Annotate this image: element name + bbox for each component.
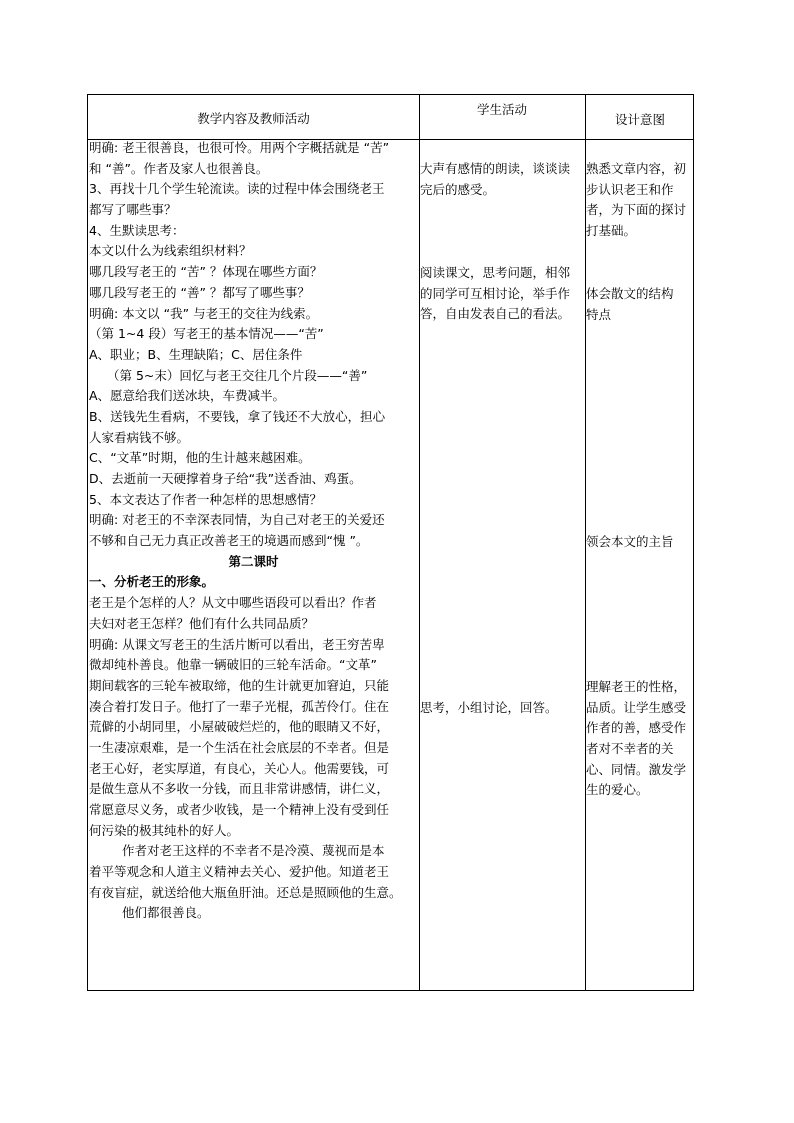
header-design-intent: 设计意图 (614, 112, 665, 127)
lesson-plan-table (87, 94, 694, 991)
student-line: 思考，小组讨论，回答。 (420, 700, 558, 715)
design-intent-block (586, 677, 694, 801)
content-line: 明确: 从课文写老王的生活片断可以看出，老王穷苦卑 (89, 636, 385, 652)
content-line: 不够和自己无力真正改善老王的境遇而感到“愧 ”。 (89, 533, 369, 549)
content-line: 都写了哪些事？ (89, 202, 177, 218)
teacher-content-column (89, 138, 418, 924)
intent-line: 领会本文的主旨 (586, 534, 674, 549)
student-line: 的同学可互相讨论，举手作 (420, 285, 571, 301)
content-line: A、职业；B、生理缺陷；C、居住条件 (89, 346, 303, 362)
intent-line: 特点 (586, 306, 612, 322)
content-line: 他们都很善良。 (122, 905, 210, 921)
content-line: 和 “善”。作者及家人也很善良。 (89, 160, 269, 176)
intent-line: 生的爱心。 (586, 782, 649, 798)
intent-line: 熟悉文章内容，初 (586, 161, 687, 176)
content-line: 老王是个怎样的人？从文中哪些语段可以看出？作者 (89, 595, 377, 611)
student-activity-block (420, 263, 584, 325)
column-divider-1 (419, 95, 420, 990)
content-line: 何污染的极其纯朴的好人。 (89, 822, 240, 838)
intent-line: 心、同情。激发学 (586, 761, 687, 777)
intent-line: 步认识老王和作 (586, 181, 674, 197)
student-line: 阅读课文，思考问题，相邻 (420, 265, 571, 280)
design-intent-block (586, 532, 694, 553)
student-line: 答，自由发表自己的看法。 (420, 306, 571, 322)
content-line: 老王心好，老实厚道，有良心，关心人。他需要钱，可 (89, 760, 390, 776)
content-line: 期间载客的三轮车被取缔，他的生计就更加窘迫，只能 (89, 677, 390, 693)
content-line: A、愿意给我们送冰块，车费减半。 (89, 388, 286, 404)
content-line: C、“文革”时期，他的生计越来越困难。 (89, 450, 311, 466)
content-line: D、去逝前一天硬撑着身子给“我”送香油、鸡蛋。 (89, 471, 362, 486)
content-line: 着平等观念和人道主义精神去关心、爱护他。知道老王 (89, 864, 390, 880)
design-intent-block (586, 159, 694, 242)
content-line: 凑合着打发日子。他打了一辈子光棍，孤苦伶仃。住在 (89, 698, 390, 714)
student-activity-column (420, 159, 584, 200)
content-line: （第 5~末）回忆与老王交往几个片段——“善” (107, 367, 368, 383)
intent-line: 打基础。 (586, 223, 637, 239)
section-heading: 一、分析老王的形象。 (89, 574, 215, 590)
header-student-activity: 学生活动 (476, 102, 527, 117)
content-line: 微却纯朴善良。他靠一辆破旧的三轮车活命。“文革” (89, 657, 377, 673)
content-line: 有夜盲症，就送给他大瓶鱼肝油。还总是照顾他的生意。 (89, 884, 402, 900)
intent-line: 作者的善，感受作 (586, 720, 687, 736)
content-line: （第 1~4 段）写老王的基本情况——“苦” (89, 326, 324, 342)
content-line: 哪几段写老王的 “苦” ？体现在哪些方面？ (89, 264, 323, 280)
intent-line: 品质。让学生感受 (586, 699, 687, 715)
content-line: 明确: 本文以 “我” 与老王的交往为线索。 (89, 305, 319, 321)
design-intent-block (586, 284, 694, 325)
content-line: 作者对老王这样的不幸者不是冷漠、蔑视而是本 (122, 843, 385, 859)
content-line: 哪几段写老王的 “善” ？都写了哪些事？ (89, 284, 310, 300)
content-line: 一生凄凉艰难，是一个生活在社会底层的不幸者。但是 (89, 739, 390, 755)
student-line: 大声有感情的朗读，谈谈读 (420, 161, 571, 176)
content-line: 荒僻的小胡同里，小屋破破烂烂的，他的眼睛又不好， (89, 719, 390, 735)
student-activity-block (420, 698, 584, 719)
content-line: 夫妇对老王怎样？他们有什么共同品质？ (89, 615, 315, 631)
content-line: 4、生默读思考： (89, 222, 185, 238)
student-line: 完后的感受。 (420, 181, 496, 197)
intent-line: 者，为下面的探讨 (586, 202, 687, 218)
content-line: 3、再找十几个学生轮流读。读的过程中体会围绕老王 (89, 181, 385, 197)
content-line: B、送钱先生看病，不要钱，拿了钱还不大放心，担心 (89, 408, 386, 424)
content-line: 是做生意从不多收一分钱，而且非常讲感情，讲仁义， (89, 781, 390, 797)
content-line: 明确: 对老王的不幸深表同情，为自己对老王的关爱还 (89, 512, 385, 528)
header-teacher-activity: 教学内容及教师活动 (197, 111, 310, 126)
content-line: 常愿意尽义务，或者少收钱，是一个精神上没有受到任 (89, 802, 390, 817)
content-line: 5、本文表达了作者一种怎样的思想感情？ (89, 491, 322, 507)
intent-line: 体会散文的结构 (586, 286, 674, 301)
content-line: 明确: 老王很善良，也很可怜。用两个字概括就是 “苦” (89, 140, 390, 155)
intent-line: 者对不幸者的关 (586, 741, 674, 757)
section-title: 第二课时 (228, 553, 279, 569)
intent-line: 理解老王的性格， (586, 679, 687, 694)
content-line: 人家看病钱不够。 (89, 429, 190, 445)
content-line: 本文以什么为线索组织材料？ (89, 243, 252, 259)
